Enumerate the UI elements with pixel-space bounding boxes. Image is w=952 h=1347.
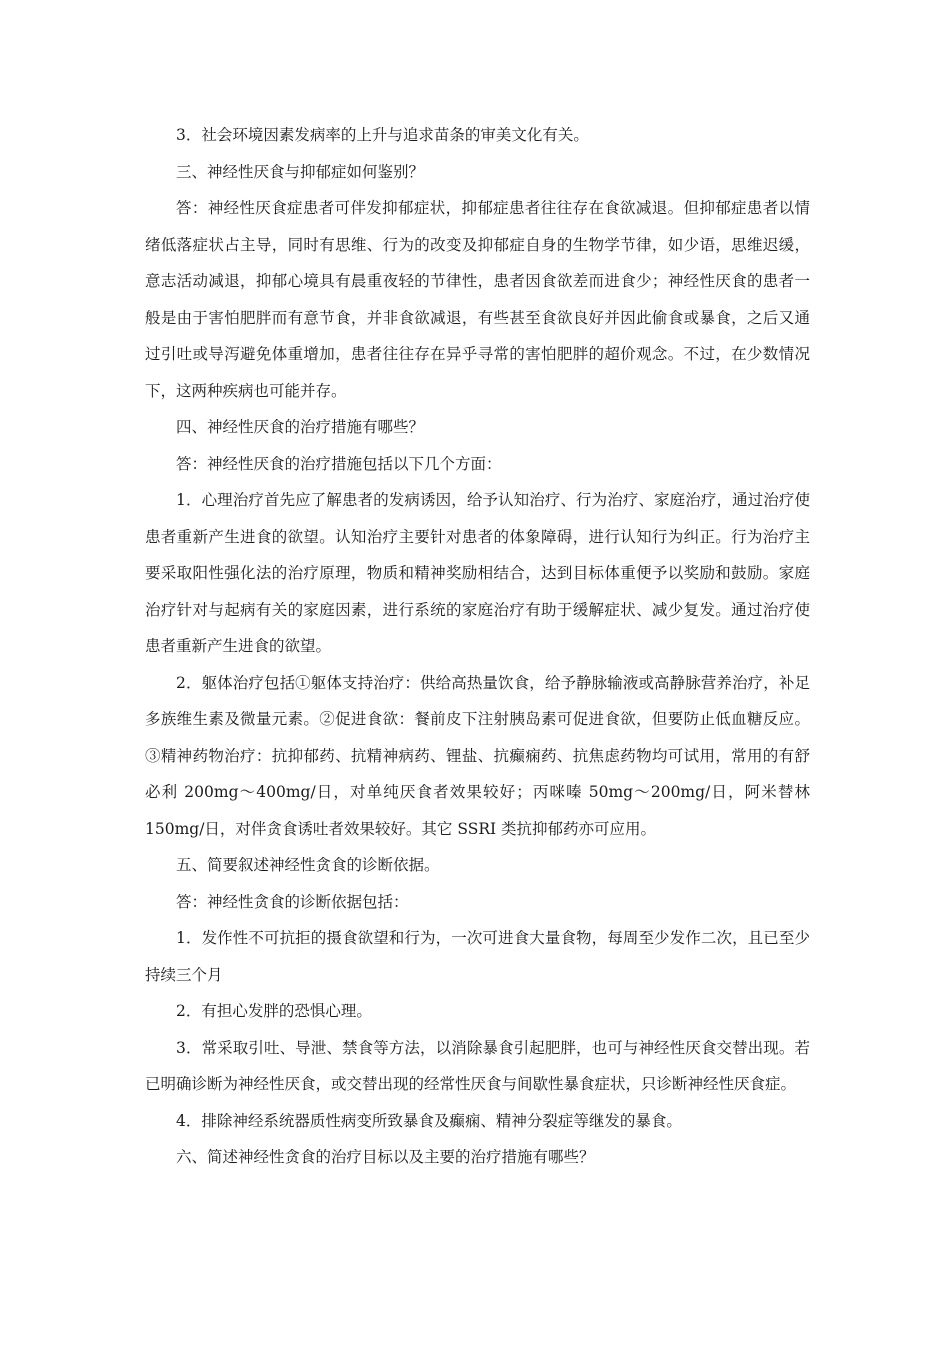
diagnosis-item-1: 1．发作性不可抗拒的摄食欲望和行为，一次可进食大量食物，每周至少发作二次，且已至少持续三个月	[145, 929, 810, 984]
treatment-item-2: 2．躯体治疗包括①躯体支持治疗：供给高热量饮食，给予静脉输液或高静脉营养治疗，补足多族维生素及微量元素。②促进食欲：餐前皮下注射胰岛素可促进食欲，但要防止低血糖反应。③精神药物治疗：抗抑郁药、抗精神病药、锂盐、抗癫痫药、抗焦虑药物均可试用，常用的有舒必利 200mg～400mg/日，对单纯厌食者效果较好；丙咪嗪 50mg～200mg/日，阿米替林 150mg/日，对伴贪食诱吐者效果较好。其它 SSRI 类抗抑郁药亦可应用。	[145, 673, 810, 838]
heading-question-4: 四、神经性厌食的治疗措施有哪些？	[176, 418, 425, 436]
answer-question-5-intro: 答：神经性贪食的诊断依据包括：	[176, 892, 409, 911]
paragraph-cause-3: 3．社会环境因素发病率的上升与追求苗条的审美文化有关。	[176, 126, 589, 144]
heading-question-3: 三、神经性厌食与抑郁症如何鉴别？	[176, 162, 425, 181]
heading-question-5: 五、简要叙述神经性贪食的诊断依据。	[176, 856, 440, 874]
answer-question-4-intro: 答：神经性厌食的治疗措施包括以下几个方面：	[176, 454, 502, 473]
diagnosis-item-2: 2．有担心发胖的恐惧心理。	[176, 1002, 372, 1020]
heading-question-6: 六、简述神经性贪食的治疗目标以及主要的治疗措施有哪些？	[176, 1148, 595, 1166]
document-body	[145, 117, 810, 1176]
treatment-item-1: 1．心理治疗首先应了解患者的发病诱因，给予认知治疗、行为治疗、家庭治疗，通过治疗使患者重新产生进食的欲望。认知治疗主要针对患者的体象障碍，进行认知行为纠正。行为治疗主要采取阳性强化法的治疗原理，物质和精神奖励相结合，达到目标体重便予以奖励和鼓励。家庭治疗针对与起病有关的家庭因素，进行系统的家庭治疗有助于缓解症状、减少复发。通过治疗使患者重新产生进食的欲望。	[145, 491, 810, 655]
answer-question-3: 答：神经性厌食症患者可伴发抑郁症状，抑郁症患者往往存在食欲减退。但抑郁症患者以情绪低落症状占主导，同时有思维、行为的改变及抑郁症自身的生物学节律，如少语，思维迟缓，意志活动减退，抑郁心境具有晨重夜轻的节律性，患者因食欲差而进食少；神经性厌食的患者一般是由于害怕肥胖而有意节食，并非食欲减退，有些甚至食欲良好并因此偷食或暴食，之后又通过引吐或导泻避免体重增加，患者往往存在异乎寻常的害怕肥胖的超价观念。不过，在少数情况下，这两种疾病也可能并存。	[145, 199, 810, 400]
diagnosis-item-3: 3．常采取引吐、导泄、禁食等方法，以消除暴食引起肥胖，也可与神经性厌食交替出现。若已明确诊断为神经性厌食，或交替出现的经常性厌食与间歇性暴食症状，只诊断神经性厌食症。	[145, 1038, 810, 1093]
diagnosis-item-4: 4．排除神经系统器质性病变所致暴食及癫痫、精神分裂症等继发的暴食。	[176, 1111, 682, 1130]
